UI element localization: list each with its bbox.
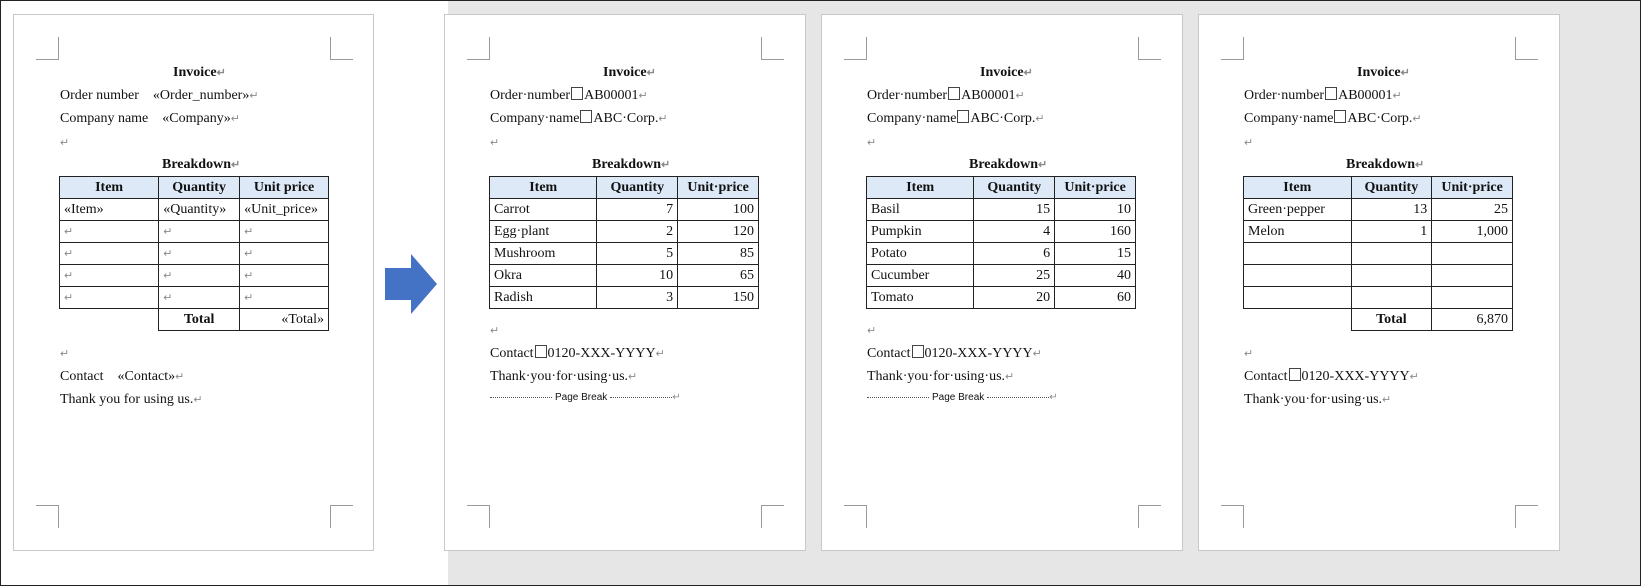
company-name-line: Company·name ABC·Corp.↵ — [1244, 111, 1422, 126]
breakdown-heading: Breakdown↵ — [162, 157, 241, 172]
header-item: Item — [490, 177, 597, 199]
header-quantity: Quantity — [159, 177, 240, 199]
corner-mark — [844, 37, 867, 60]
corner-mark — [761, 37, 784, 60]
contact-line: Contact «Contact»↵ — [60, 369, 185, 384]
paragraph-mark: ↵ — [867, 137, 877, 149]
quantity-cell: 13 — [1351, 199, 1432, 221]
company-value: ABC·Corp. — [1347, 111, 1413, 126]
paragraph-mark: ↵ — [1244, 137, 1254, 149]
table-row — [490, 221, 759, 243]
thanks-line: Thank you for using us.↵ — [60, 392, 203, 407]
invoice-table — [866, 176, 1136, 309]
company-name-line: Company·name ABC·Corp.↵ — [490, 111, 668, 126]
item-cell: Okra — [490, 265, 597, 287]
table-row: ↵ ↵ ↵ — [60, 221, 329, 243]
corner-mark — [1515, 37, 1538, 60]
tab-box-icon — [535, 345, 547, 358]
thanks-line: Thank·you·for·using·us.↵ — [867, 369, 1015, 384]
unit-price-cell: 1,000 — [1432, 221, 1513, 243]
quantity-cell — [1351, 265, 1432, 287]
item-cell: Melon — [1244, 221, 1352, 243]
corner-mark — [844, 505, 867, 528]
paragraph-mark: ↵ — [867, 325, 877, 337]
table-header-row — [490, 177, 759, 199]
unit-price-cell — [1432, 243, 1513, 265]
header-unit-price: Unit·price — [1055, 177, 1136, 199]
table-row — [867, 287, 1136, 309]
unit-price-cell: 25 — [1432, 199, 1513, 221]
invoice-title: Invoice↵ — [980, 65, 1033, 80]
unit-price-field: «Unit_price» — [240, 199, 329, 221]
quantity-cell — [1351, 287, 1432, 309]
paragraph-mark: ↵ — [490, 137, 500, 149]
item-cell: Radish — [490, 287, 597, 309]
item-cell: Tomato — [867, 287, 974, 309]
breakdown-heading: Breakdown↵ — [969, 157, 1048, 172]
paragraph-mark: ↵ — [1244, 348, 1254, 360]
unit-price-cell: 60 — [1055, 287, 1136, 309]
tab-box-icon — [948, 87, 960, 100]
total-field: «Total» — [240, 309, 329, 331]
header-quantity: Quantity — [597, 177, 678, 199]
quantity-cell: 10 — [597, 265, 678, 287]
unit-price-cell — [1432, 287, 1513, 309]
contact-value: 0120-XXX-YYYY — [547, 346, 656, 361]
contact-line: Contact 0120-XXX-YYYY↵ — [1244, 369, 1419, 384]
quantity-cell: 25 — [974, 265, 1055, 287]
paragraph-mark: ↵ — [60, 348, 70, 360]
paragraph-mark: ↵ — [60, 137, 70, 149]
order-number-line: Order number «Order_number»↵ — [60, 88, 259, 103]
header-item: Item — [867, 177, 974, 199]
result-page-1 — [444, 14, 806, 551]
table-row — [867, 221, 1136, 243]
header-item: Item — [1244, 177, 1352, 199]
header-unit-price: Unit·price — [1432, 177, 1513, 199]
contact-line: Contact 0120-XXX-YYYY↵ — [490, 346, 665, 361]
total-label: Total — [1351, 309, 1432, 331]
table-row — [867, 243, 1136, 265]
page-break: Page Break ↵ — [867, 392, 1058, 403]
item-cell: Basil — [867, 199, 974, 221]
tab-box-icon — [580, 110, 592, 123]
template-page — [13, 14, 374, 551]
item-cell: Cucumber — [867, 265, 974, 287]
corner-mark — [1515, 505, 1538, 528]
total-row — [1244, 309, 1513, 331]
unit-price-cell: 65 — [678, 265, 759, 287]
tab-box-icon — [1289, 368, 1301, 381]
company-name-line: Company·name ABC·Corp.↵ — [867, 111, 1045, 126]
item-cell: Pumpkin — [867, 221, 974, 243]
invoice-title: Invoice↵ — [603, 65, 656, 80]
corner-mark — [1138, 37, 1161, 60]
paragraph-mark: ↵ — [490, 325, 500, 337]
unit-price-cell: 15 — [1055, 243, 1136, 265]
unit-price-cell: 10 — [1055, 199, 1136, 221]
invoice-title: Invoice↵ — [1357, 65, 1410, 80]
unit-price-cell: 150 — [678, 287, 759, 309]
table-row — [1244, 221, 1513, 243]
table-row — [867, 265, 1136, 287]
quantity-cell: 6 — [974, 243, 1055, 265]
tab-box-icon — [912, 345, 924, 358]
contact-line: Contact 0120-XXX-YYYY↵ — [867, 346, 1042, 361]
table-row — [490, 265, 759, 287]
contact-value: 0120-XXX-YYYY — [1301, 369, 1410, 384]
table-row — [490, 243, 759, 265]
result-page-3 — [1198, 14, 1560, 551]
table-row: ↵ ↵ ↵ — [60, 243, 329, 265]
unit-price-cell: 100 — [678, 199, 759, 221]
invoice-title: Invoice↵ — [173, 65, 226, 80]
unit-price-cell: 40 — [1055, 265, 1136, 287]
quantity-cell: 20 — [974, 287, 1055, 309]
unit-price-cell: 160 — [1055, 221, 1136, 243]
corner-mark — [1221, 505, 1244, 528]
item-cell: Mushroom — [490, 243, 597, 265]
invoice-table — [1243, 176, 1513, 331]
item-field: «Item» — [60, 199, 159, 221]
header-unit-price: Unit price — [240, 177, 329, 199]
item-cell: Egg·plant — [490, 221, 597, 243]
company-value: ABC·Corp. — [593, 111, 659, 126]
corner-mark — [36, 37, 59, 60]
order-number-line: Order·number AB00001↵ — [1244, 88, 1402, 103]
right-arrow-icon — [385, 254, 437, 314]
order-number-value: AB00001 — [584, 88, 639, 103]
table-row — [1244, 243, 1513, 265]
item-cell — [1244, 287, 1352, 309]
breakdown-heading: Breakdown↵ — [592, 157, 671, 172]
corner-mark — [467, 37, 490, 60]
item-cell: Carrot — [490, 199, 597, 221]
unit-price-cell — [1432, 265, 1513, 287]
quantity-cell: 7 — [597, 199, 678, 221]
corner-mark — [1138, 505, 1161, 528]
thanks-line: Thank·you·for·using·us.↵ — [490, 369, 638, 384]
unit-price-cell: 85 — [678, 243, 759, 265]
total-row — [60, 309, 329, 331]
header-quantity: Quantity — [974, 177, 1055, 199]
company-name-line: Company name «Company»↵ — [60, 111, 240, 126]
header-item: Item — [60, 177, 159, 199]
unit-price-cell: 120 — [678, 221, 759, 243]
thanks-line: Thank·you·for·using·us.↵ — [1244, 392, 1392, 407]
order-number-line: Order·number AB00001↵ — [490, 88, 648, 103]
table-header-row — [867, 177, 1136, 199]
table-header-row — [1244, 177, 1513, 199]
result-page-2 — [821, 14, 1183, 551]
template-table — [59, 176, 329, 331]
quantity-cell: 4 — [974, 221, 1055, 243]
tab-box-icon — [571, 87, 583, 100]
company-field: «Company» — [162, 111, 231, 126]
item-cell: Potato — [867, 243, 974, 265]
order-number-field: «Order_number» — [152, 88, 250, 103]
contact-field: «Contact» — [117, 369, 176, 384]
invoice-table — [489, 176, 759, 309]
header-unit-price: Unit·price — [678, 177, 759, 199]
quantity-cell: 3 — [597, 287, 678, 309]
table-row — [1244, 199, 1513, 221]
tab-box-icon — [1325, 87, 1337, 100]
item-cell: Green·pepper — [1244, 199, 1352, 221]
corner-mark — [467, 505, 490, 528]
quantity-cell: 5 — [597, 243, 678, 265]
corner-mark — [330, 37, 353, 60]
corner-mark — [330, 505, 353, 528]
item-cell — [1244, 265, 1352, 287]
total-label: Total — [159, 309, 240, 331]
table-row — [490, 287, 759, 309]
header-quantity: Quantity — [1351, 177, 1432, 199]
quantity-cell — [1351, 243, 1432, 265]
quantity-cell: 1 — [1351, 221, 1432, 243]
table-row — [490, 199, 759, 221]
table-row — [867, 199, 1136, 221]
contact-value: 0120-XXX-YYYY — [924, 346, 1033, 361]
corner-mark — [1221, 37, 1244, 60]
quantity-cell: 15 — [974, 199, 1055, 221]
table-row — [1244, 287, 1513, 309]
table-row — [1244, 265, 1513, 287]
table-row: ↵ ↵ ↵ — [60, 265, 329, 287]
corner-mark — [36, 505, 59, 528]
corner-mark — [761, 505, 784, 528]
total-value: 6,870 — [1432, 309, 1513, 331]
company-value: ABC·Corp. — [970, 111, 1036, 126]
tab-box-icon — [1334, 110, 1346, 123]
quantity-cell: 2 — [597, 221, 678, 243]
tab-box-icon — [957, 110, 969, 123]
page-break: Page Break ↵ — [490, 392, 681, 403]
breakdown-heading: Breakdown↵ — [1346, 157, 1425, 172]
table-row — [60, 199, 329, 221]
quantity-field: «Quantity» — [159, 199, 240, 221]
item-cell — [1244, 243, 1352, 265]
order-number-line: Order·number AB00001↵ — [867, 88, 1025, 103]
table-row: ↵ ↵ ↵ — [60, 287, 329, 309]
order-number-value: AB00001 — [1338, 88, 1393, 103]
table-header-row — [60, 177, 329, 199]
order-number-value: AB00001 — [961, 88, 1016, 103]
